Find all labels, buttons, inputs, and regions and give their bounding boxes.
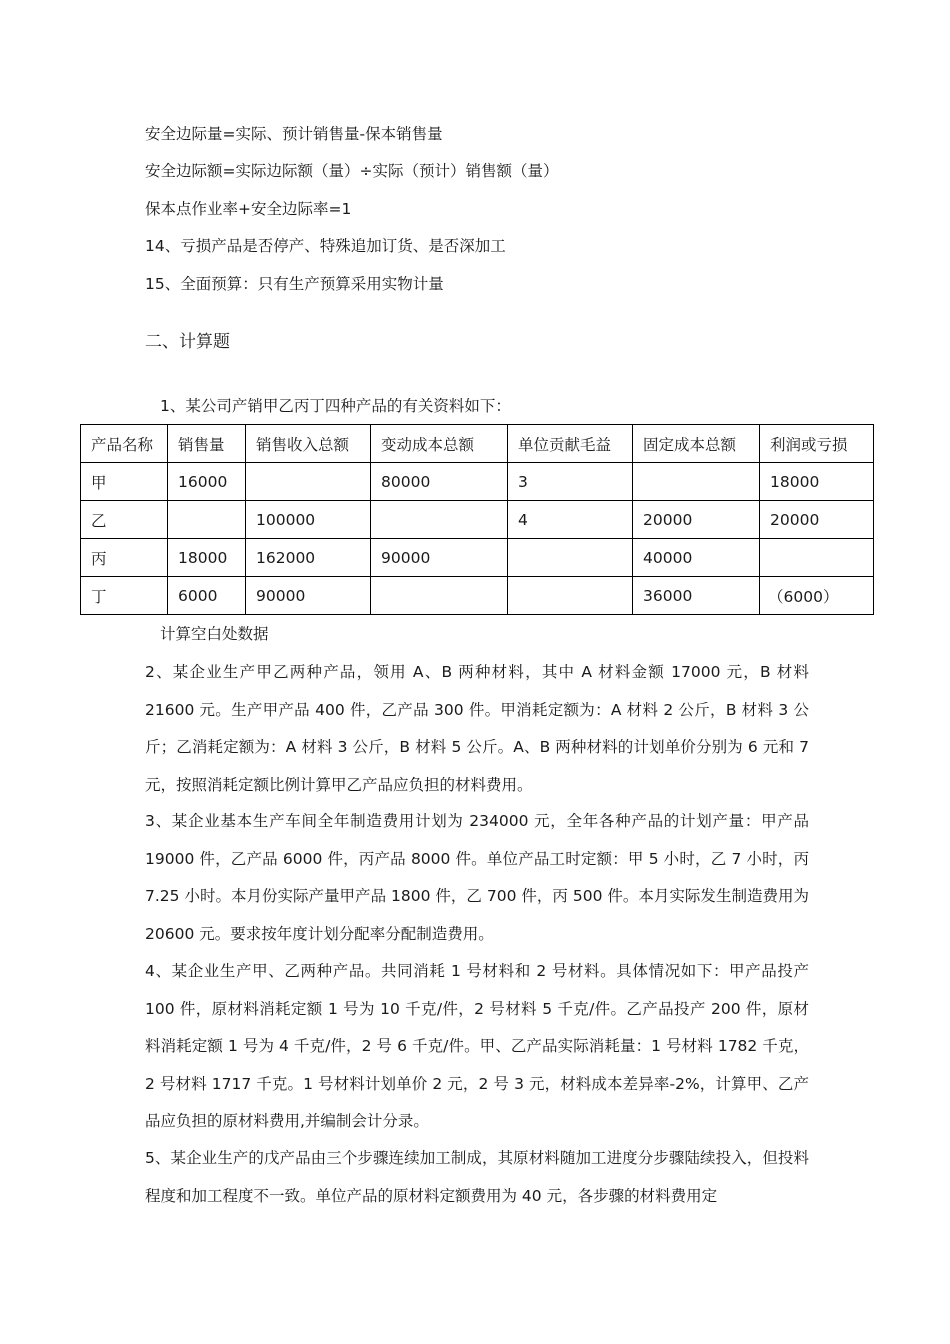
table-cell: 16000: [168, 463, 246, 501]
table-cell: 3: [508, 463, 633, 501]
table-header-cell: 固定成本总额: [633, 425, 760, 463]
product-data-table: [80, 424, 874, 615]
table-header-cell: 变动成本总额: [371, 425, 508, 463]
formula-line: 安全边际额=实际边际额（量）÷实际（预计）销售额（量）: [145, 162, 559, 180]
table-header-row: [81, 425, 874, 463]
question-4: 4、某企业生产甲、乙两种产品。共同消耗 1 号材料和 2 号材料。具体情况如下：甲产品投产 100 件，原材料消耗定额 1 号为 10 千克/件，2 号材料 5 千克/件。乙产品投产 200 件，原材料消耗定额 1 号为 4 千克/件，2 号 6 千克/件。甲、乙产品实际消耗量：1 号材料 1782 千克，2 号材料 1717 千克。1 号材料计划单价 2 元，2 号 3 元，材料成本差异率-2%，计算甲、乙产品应负担的原材料费用,并编制会计分录。: [145, 962, 809, 1131]
table-header-cell: 销售量: [168, 425, 246, 463]
formula-line: 15、全面预算：只有生产预算采用实物计量: [145, 275, 444, 293]
question-3: 3、某企业基本生产车间全年制造费用计划为 234000 元，全年各种产品的计划产量：甲产品 19000 件，乙产品 6000 件，丙产品 8000 件。单位产品工时定额：甲 5 小时，乙 7 小时，丙 7.25 小时。本月份实际产量甲产品 1800 件，乙 700 件，丙 500 件。本月实际发生制造费用为 20600 元。要求按年度计划分配率分配制造费用。: [145, 812, 809, 943]
section-heading: 二、计算题: [145, 332, 230, 352]
table-cell: [168, 501, 246, 539]
question-2: 2、某企业生产甲乙两种产品，领用 A、B 两种材料，其中 A 材料金额 17000 元，B 材料 21600 元。生产甲产品 400 件，乙产品 300 件。甲消耗定额为：A 材料 2 公斤，B 材料 3 公斤；乙消耗定额为：A 材料 3 公斤，B 材料 5 公斤。A、B 两种材料的计划单价分别为 6 元和 7 元，按照消耗定额比例计算甲乙产品应负担的材料费用。: [145, 663, 809, 794]
table-cell: 乙: [81, 501, 168, 539]
table-cell: 18000: [168, 539, 246, 577]
table-row: [81, 539, 874, 577]
table-cell: [633, 463, 760, 501]
table-cell: 丙: [81, 539, 168, 577]
formula-line: 14、亏损产品是否停产、特殊追加订货、是否深加工: [145, 237, 506, 255]
table-row: [81, 501, 874, 539]
table-row: [81, 463, 874, 501]
table-cell: 20000: [760, 501, 874, 539]
table-cell: 100000: [246, 501, 371, 539]
table-cell: 40000: [633, 539, 760, 577]
table-cell: [371, 501, 508, 539]
table-cell: 90000: [371, 539, 508, 577]
question-5: 5、某企业生产的戊产品由三个步骤连续加工制成，其原材料随加工进度分步骤陆续投入，但投料程度和加工程度不一致。单位产品的原材料定额费用为 40 元，各步骤的材料费用定: [145, 1149, 809, 1205]
table-cell: 80000: [371, 463, 508, 501]
table-cell: 4: [508, 501, 633, 539]
table-cell: [508, 539, 633, 577]
table-cell: [760, 539, 874, 577]
question-1-intro: 1、某公司产销甲乙丙丁四种产品的有关资料如下：: [160, 397, 511, 415]
table-header-cell: 销售收入总额: [246, 425, 371, 463]
table-cell: 6000: [168, 577, 246, 615]
formula-line: 安全边际量=实际、预计销售量-保本销售量: [145, 125, 443, 143]
table-cell: [508, 577, 633, 615]
table-cell: 18000: [760, 463, 874, 501]
table-cell: [246, 463, 371, 501]
table-cell: （6000）: [760, 577, 874, 615]
table-header-cell: 单位贡献毛益: [508, 425, 633, 463]
table-cell: 甲: [81, 463, 168, 501]
table-cell: 丁: [81, 577, 168, 615]
table-cell: [371, 577, 508, 615]
table-cell: 36000: [633, 577, 760, 615]
table-cell: 20000: [633, 501, 760, 539]
table-cell: 90000: [246, 577, 371, 615]
table-header-cell: 利润或亏损: [760, 425, 874, 463]
table-cell: 162000: [246, 539, 371, 577]
table-row: [81, 577, 874, 615]
table-header-cell: 产品名称: [81, 425, 168, 463]
question-1-note: 计算空白处数据: [160, 625, 269, 643]
formula-line: 保本点作业率+安全边际率=1: [145, 200, 352, 218]
